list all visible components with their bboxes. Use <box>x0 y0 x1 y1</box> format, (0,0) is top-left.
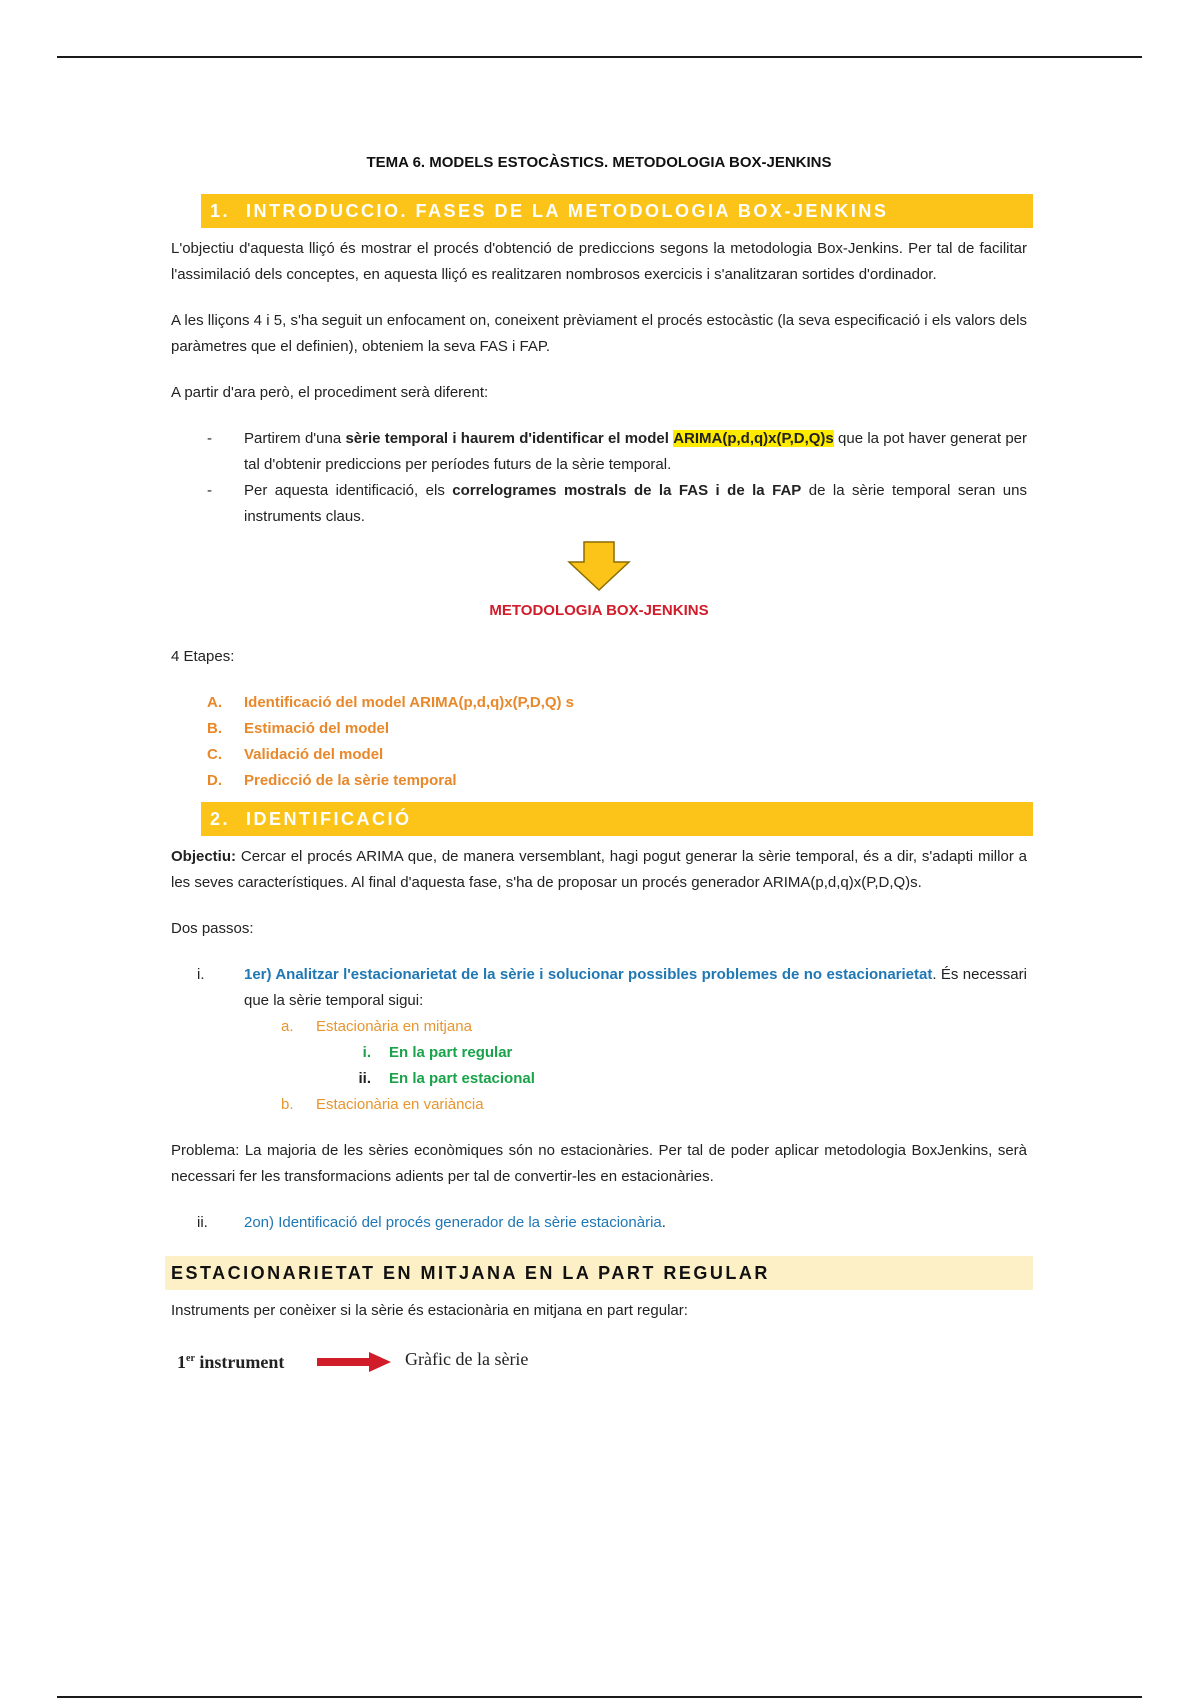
list-marker: B. <box>207 720 222 737</box>
section-heading-introduccio <box>201 194 1033 228</box>
list-marker: A. <box>207 694 222 711</box>
paragraph-a-partir-dara: A partir d'ara però, el procediment serà diferent: <box>171 384 489 401</box>
list-item <box>171 768 1027 794</box>
paragraph-llicons-anteriors: A les lliçons 4 i 5, s'ha seguit un enfocament on, coneixent prèviament el procés estocàstic (la seva especificació i els valors dels paràmetres que el definien), obteniem la seva FAS i FAP. <box>171 312 1027 355</box>
paragraph-problema: Problema: La majoria de les sèries econòmiques són no estacionàries. Per tal de poder aplicar metodologia BoxJenkins, serà necessari fer les transformacions adients per tal de convertir-les en estacionàries. <box>171 1142 1027 1185</box>
stages-intro: 4 Etapes: <box>171 648 235 665</box>
list-marker: b. <box>281 1096 294 1113</box>
methodology-label: METODOLOGIA BOX-JENKINS <box>489 602 709 619</box>
text: 1 <box>177 1352 186 1372</box>
section-number: 2. <box>210 809 231 829</box>
step-title: 1er) Analitzar l'estacionarietat de la sèrie i solucionar possibles problemes de no estacionarietat <box>244 966 933 983</box>
list-marker: C. <box>207 746 222 763</box>
step-title: 2on) Identificació del procés generador de la sèrie estacionària <box>244 1214 662 1231</box>
down-arrow-icon <box>171 540 1027 594</box>
instrument-row <box>171 1340 1027 1380</box>
bottom-rule <box>57 1696 1142 1698</box>
document-body <box>171 150 1027 1380</box>
instrument-value: Gràfic de la sèrie <box>405 1349 529 1369</box>
text: . <box>661 1214 666 1231</box>
stage-text: Validació del model <box>244 746 384 763</box>
sub-item-text: En la part regular <box>389 1044 513 1061</box>
stage-text: Estimació del model <box>244 720 390 737</box>
section-title: INTRODUCCIO. FASES DE LA METODOLOGIA BOX-JENKINS <box>246 201 889 221</box>
list-item <box>171 716 1027 742</box>
procedure-list <box>171 426 1027 530</box>
list-item <box>171 690 1027 716</box>
bold-text: correlogrames mostrals de la FAS i de la FAP <box>452 482 802 499</box>
bold-label: Objectiu: <box>171 848 237 865</box>
section-heading-identificacio <box>201 802 1033 836</box>
steps-intro: Dos passos: <box>171 920 254 937</box>
sub-item-a-ii <box>171 1066 1027 1092</box>
stages-list <box>171 690 1027 794</box>
superscript: er <box>186 1353 195 1364</box>
list-marker: a. <box>281 1018 294 1035</box>
highlighted-model: ARIMA(p,d,q)x(P,D,Q)s <box>673 430 834 447</box>
text: . És necessari que la sèrie temporal sigui: <box>244 966 1027 1009</box>
list-marker: D. <box>207 772 222 789</box>
paragraph-instruments: Instruments per conèixer si la sèrie és estacionària en mitjana en part regular: <box>171 1302 688 1319</box>
page-title: TEMA 6. MODELS ESTOCÀSTICS. METODOLOGIA BOX-JENKINS <box>366 154 832 171</box>
text: de la sèrie temporal seran uns instruments claus. <box>244 482 1027 525</box>
top-rule <box>57 56 1142 58</box>
list-marker: i. <box>362 1044 371 1061</box>
list-marker: ii. <box>197 1214 208 1231</box>
right-arrow-icon <box>317 1352 391 1379</box>
sub-item-a-i <box>171 1040 1027 1066</box>
text: que la pot haver generat per tal d'obtenir prediccions per períodes futurs de la sèrie temporal. <box>244 430 1027 473</box>
text: Per aquesta identificació, els <box>244 482 453 499</box>
text: Cercar el procés ARIMA que, de manera versemblant, hagi pogut generar la sèrie temporal, és a dir, s'adapti millor a les seves característiques. Al final d'aquesta fase, s'ha de proposar un procés generador ARIMA(p,d,q)x(P,D,Q)s. <box>171 848 1027 891</box>
dash-marker: - <box>207 430 212 447</box>
stage-text: Identificació del model ARIMA(p,d,q)x(P,D,Q) s <box>244 694 575 711</box>
text: instrument <box>194 1352 285 1372</box>
list-marker: i. <box>197 966 205 983</box>
paragraph-objectiu-llico: L'objectiu d'aquesta lliçó és mostrar el procés d'obtenció de prediccions segons la metodologia Box-Jenkins. Per tal de facilitar l'assimilació dels conceptes, en aquesta lliçó es realitzaren nombrosos exercicis i s'analitzaran sortides d'ordinador. <box>171 240 1027 283</box>
step-one <box>171 962 1027 1014</box>
sub-item-text: Estacionària en variància <box>316 1096 484 1113</box>
section-title: IDENTIFICACIÓ <box>246 809 412 829</box>
list-item <box>171 478 1027 530</box>
step-two <box>171 1210 1027 1236</box>
text: Partirem d'una <box>244 430 346 447</box>
bold-text: sèrie temporal i haurem d'identificar el model <box>345 430 669 447</box>
list-item <box>171 742 1027 768</box>
paragraph-objectiu <box>171 844 1027 896</box>
list-marker: ii. <box>358 1070 371 1087</box>
list-item <box>171 426 1027 478</box>
dash-marker: - <box>207 482 212 499</box>
sub-item-a <box>171 1014 1027 1040</box>
section-number: 1. <box>210 201 231 221</box>
sub-item-text: En la part estacional <box>389 1070 535 1087</box>
subsection-heading-estacionarietat: ESTACIONARIETAT EN MITJANA EN LA PART REGULAR <box>165 1256 1033 1290</box>
sub-item-text: Estacionària en mitjana <box>316 1018 472 1035</box>
stage-text: Predicció de la sèrie temporal <box>244 772 457 789</box>
sub-item-b <box>171 1092 1027 1118</box>
instrument-label <box>177 1346 284 1375</box>
